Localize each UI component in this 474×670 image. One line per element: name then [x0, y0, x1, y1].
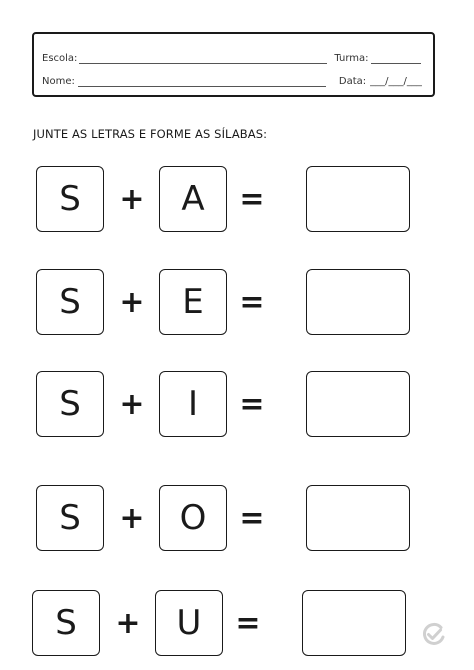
- school-label: Escola:: [42, 53, 78, 64]
- syllable-exercise-5: [0, 590, 474, 656]
- first-letter-box: S: [36, 269, 104, 335]
- plus-sign: +: [119, 284, 145, 320]
- answer-box[interactable]: [306, 269, 410, 335]
- second-letter-box: A: [159, 166, 227, 232]
- syllable-exercise-2: [0, 269, 474, 335]
- header-row-name: [42, 71, 425, 87]
- answer-box[interactable]: [306, 371, 410, 437]
- syllable-exercise-4: [0, 485, 474, 551]
- first-letter-box: S: [32, 590, 100, 656]
- answer-box[interactable]: [306, 166, 410, 232]
- equals-sign: =: [239, 500, 265, 536]
- date-field[interactable]: ___/___/___: [370, 76, 422, 87]
- name-label: Nome:: [42, 76, 75, 87]
- second-letter-box: I: [159, 371, 227, 437]
- first-letter-box: S: [36, 166, 104, 232]
- syllable-exercise-3: [0, 371, 474, 437]
- second-letter-box: O: [159, 485, 227, 551]
- plus-sign: +: [115, 605, 141, 641]
- checkmark-c-logo-icon: [420, 620, 448, 648]
- school-field[interactable]: [79, 52, 327, 64]
- instruction-text: JUNTE AS LETRAS E FORME AS SÍLABAS:: [33, 127, 268, 141]
- class-field[interactable]: [371, 52, 421, 64]
- first-letter-box: S: [36, 485, 104, 551]
- plus-sign: +: [119, 500, 145, 536]
- name-field[interactable]: [78, 75, 326, 87]
- syllable-exercise-1: [0, 166, 474, 232]
- student-info-box: [32, 32, 435, 97]
- date-label: Data:: [338, 76, 367, 87]
- answer-box[interactable]: [302, 590, 406, 656]
- class-label: Turma:: [334, 53, 369, 64]
- equals-sign: =: [235, 605, 261, 641]
- first-letter-box: S: [36, 371, 104, 437]
- equals-sign: =: [239, 386, 265, 422]
- header-row-school: [42, 48, 425, 64]
- equals-sign: =: [239, 181, 265, 217]
- plus-sign: +: [119, 386, 145, 422]
- second-letter-box: U: [155, 590, 223, 656]
- equals-sign: =: [239, 284, 265, 320]
- second-letter-box: E: [159, 269, 227, 335]
- plus-sign: +: [119, 181, 145, 217]
- answer-box[interactable]: [306, 485, 410, 551]
